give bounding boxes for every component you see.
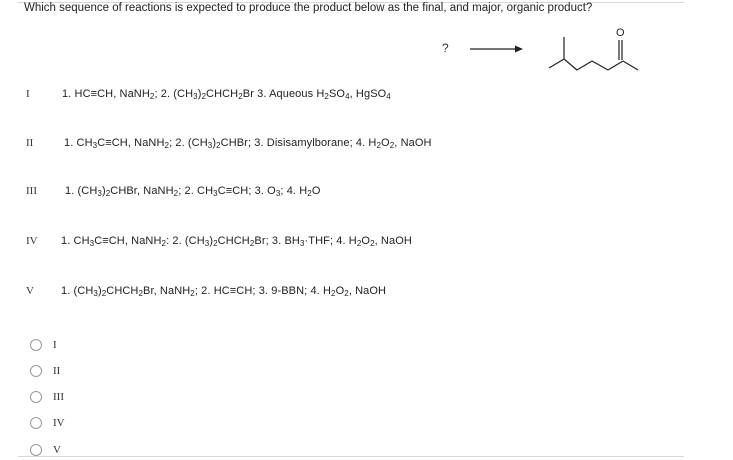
subscript: 2	[173, 189, 179, 198]
answer-option-1[interactable]	[30, 336, 57, 354]
subscript: 2	[161, 239, 167, 248]
sequence-fragment: C≡CH, NaNH	[97, 137, 165, 149]
sequence-fragment: O	[311, 185, 321, 197]
sequence-fragment: ; 2. HC≡CH; 3. 9-BBN; 4. H	[194, 285, 332, 297]
unknown-reagent-mark: ?	[442, 41, 449, 55]
sequence-fragment: 1. CH	[61, 235, 90, 247]
sequence-fragment: O	[381, 137, 390, 149]
subscript: 2	[138, 289, 144, 298]
subscript: 2	[149, 92, 155, 101]
sequence-fragment: 1. (CH	[61, 285, 94, 297]
subscript: 2	[389, 141, 395, 150]
subscript: 2	[164, 141, 170, 150]
subscript: 2	[190, 289, 195, 298]
answer-option-label: II	[53, 365, 61, 377]
radio-button[interactable]	[30, 391, 42, 403]
subscript: 3	[89, 239, 95, 248]
sequence-fragment: C≡CH; 3. O	[217, 185, 276, 197]
sequence-fragment: Br 3. Aqueous H	[242, 88, 325, 100]
sequence-numeral-5: V	[26, 285, 34, 297]
reaction-arrow-icon	[470, 44, 524, 54]
sequence-fragment: , NaOH	[348, 285, 387, 297]
sequence-fragment: ·THF; 4. H	[304, 235, 357, 247]
subscript: 2	[101, 289, 107, 298]
sequence-numeral-4: IV	[26, 235, 38, 247]
subscript: 3	[207, 141, 213, 150]
sequence-fragment: : 2. (CH	[166, 235, 205, 247]
subscript: 2	[376, 141, 382, 150]
bottom-divider	[18, 456, 684, 457]
subscript: 2	[105, 189, 111, 198]
radio-button[interactable]	[30, 365, 42, 377]
sequence-fragment: CHBr, NaNH	[110, 185, 174, 197]
subscript: 4	[345, 92, 350, 101]
subscript: 2	[370, 239, 375, 248]
sequence-fragment: , NaOH	[394, 137, 432, 149]
subscript: 3	[193, 92, 198, 101]
subscript: 2	[356, 239, 362, 248]
sequence-fragment: Br; 3. BH	[254, 235, 300, 247]
answer-option-3[interactable]	[30, 388, 64, 406]
sequence-fragment: O	[335, 285, 345, 297]
sequence-fragment: 1. (CH	[65, 185, 98, 197]
answer-option-label: V	[53, 444, 61, 456]
answer-option-4[interactable]	[30, 414, 65, 432]
sequence-fragment: CHCH	[206, 88, 239, 100]
subscript: 2	[213, 239, 218, 248]
sequence-fragment: ; 2. (CH	[154, 88, 194, 100]
sequence-fragment: Br, NaNH	[143, 285, 191, 297]
product-structure-icon	[548, 24, 644, 76]
sequence-fragment: CHBr; 3. Disisamylborane; 4. H	[220, 137, 377, 149]
subscript: 4	[386, 92, 391, 101]
sequence-fragment: O	[361, 235, 371, 247]
sequence-fragment: SO	[328, 88, 346, 100]
sequence-fragment: )	[209, 235, 214, 247]
radio-button[interactable]	[30, 444, 42, 456]
sequence-fragment: CHCH	[106, 285, 139, 297]
sequence-fragment: ; 4. H	[280, 185, 308, 197]
answer-option-label: IV	[53, 417, 65, 429]
subscript: 3	[299, 239, 305, 248]
subscript: 2	[216, 141, 221, 150]
sequence-fragment: 1. CH	[64, 137, 93, 149]
answer-option-2[interactable]	[30, 362, 60, 380]
sequence-numeral-3: III	[26, 185, 37, 197]
sequence-fragment: )	[212, 137, 217, 149]
sequence-fragment: C≡CH, NaNH	[94, 235, 162, 247]
sequence-fragment: )	[197, 88, 202, 100]
sequence-fragment: , NaOH	[374, 235, 412, 247]
subscript: 3	[92, 141, 98, 150]
sequence-fragment: )	[97, 285, 102, 297]
subscript: 2	[324, 92, 329, 101]
subscript: 3	[275, 189, 281, 198]
sequence-numeral-2: II	[26, 137, 34, 149]
subscript: 2	[344, 289, 349, 298]
subscript: 2	[249, 239, 255, 248]
sequence-text-3	[65, 185, 321, 197]
sequence-fragment: 1. HC≡CH, NaNH	[62, 88, 150, 100]
sequence-fragment: ; 2. (CH	[169, 137, 208, 149]
radio-button[interactable]	[30, 417, 42, 429]
sequence-numeral-1: I	[26, 88, 30, 100]
subscript: 3	[213, 189, 218, 198]
sequence-fragment: ; 2. CH	[178, 185, 214, 197]
sequence-text-1	[62, 88, 391, 100]
sequence-text-5	[61, 285, 386, 297]
sequence-fragment: )	[101, 185, 106, 197]
subscript: 3	[93, 289, 98, 298]
subscript: 2	[307, 189, 312, 198]
subscript: 3	[97, 189, 102, 198]
radio-button[interactable]	[30, 339, 42, 351]
sequence-fragment: , HgSO	[349, 88, 387, 100]
subscript: 2	[331, 289, 336, 298]
question-text: Which sequence of reactions is expected to produce the product below as the final, and major, organic product?	[24, 2, 593, 14]
svg-text:O: O	[616, 27, 625, 39]
sequence-text-2	[64, 137, 432, 149]
sequence-text-4	[61, 235, 412, 247]
answer-option-label: III	[53, 391, 64, 403]
subscript: 2	[201, 92, 207, 101]
subscript: 3	[204, 239, 210, 248]
subscript: 2	[238, 92, 243, 101]
sequence-fragment: CHCH	[217, 235, 250, 247]
answer-option-label: I	[53, 339, 57, 351]
